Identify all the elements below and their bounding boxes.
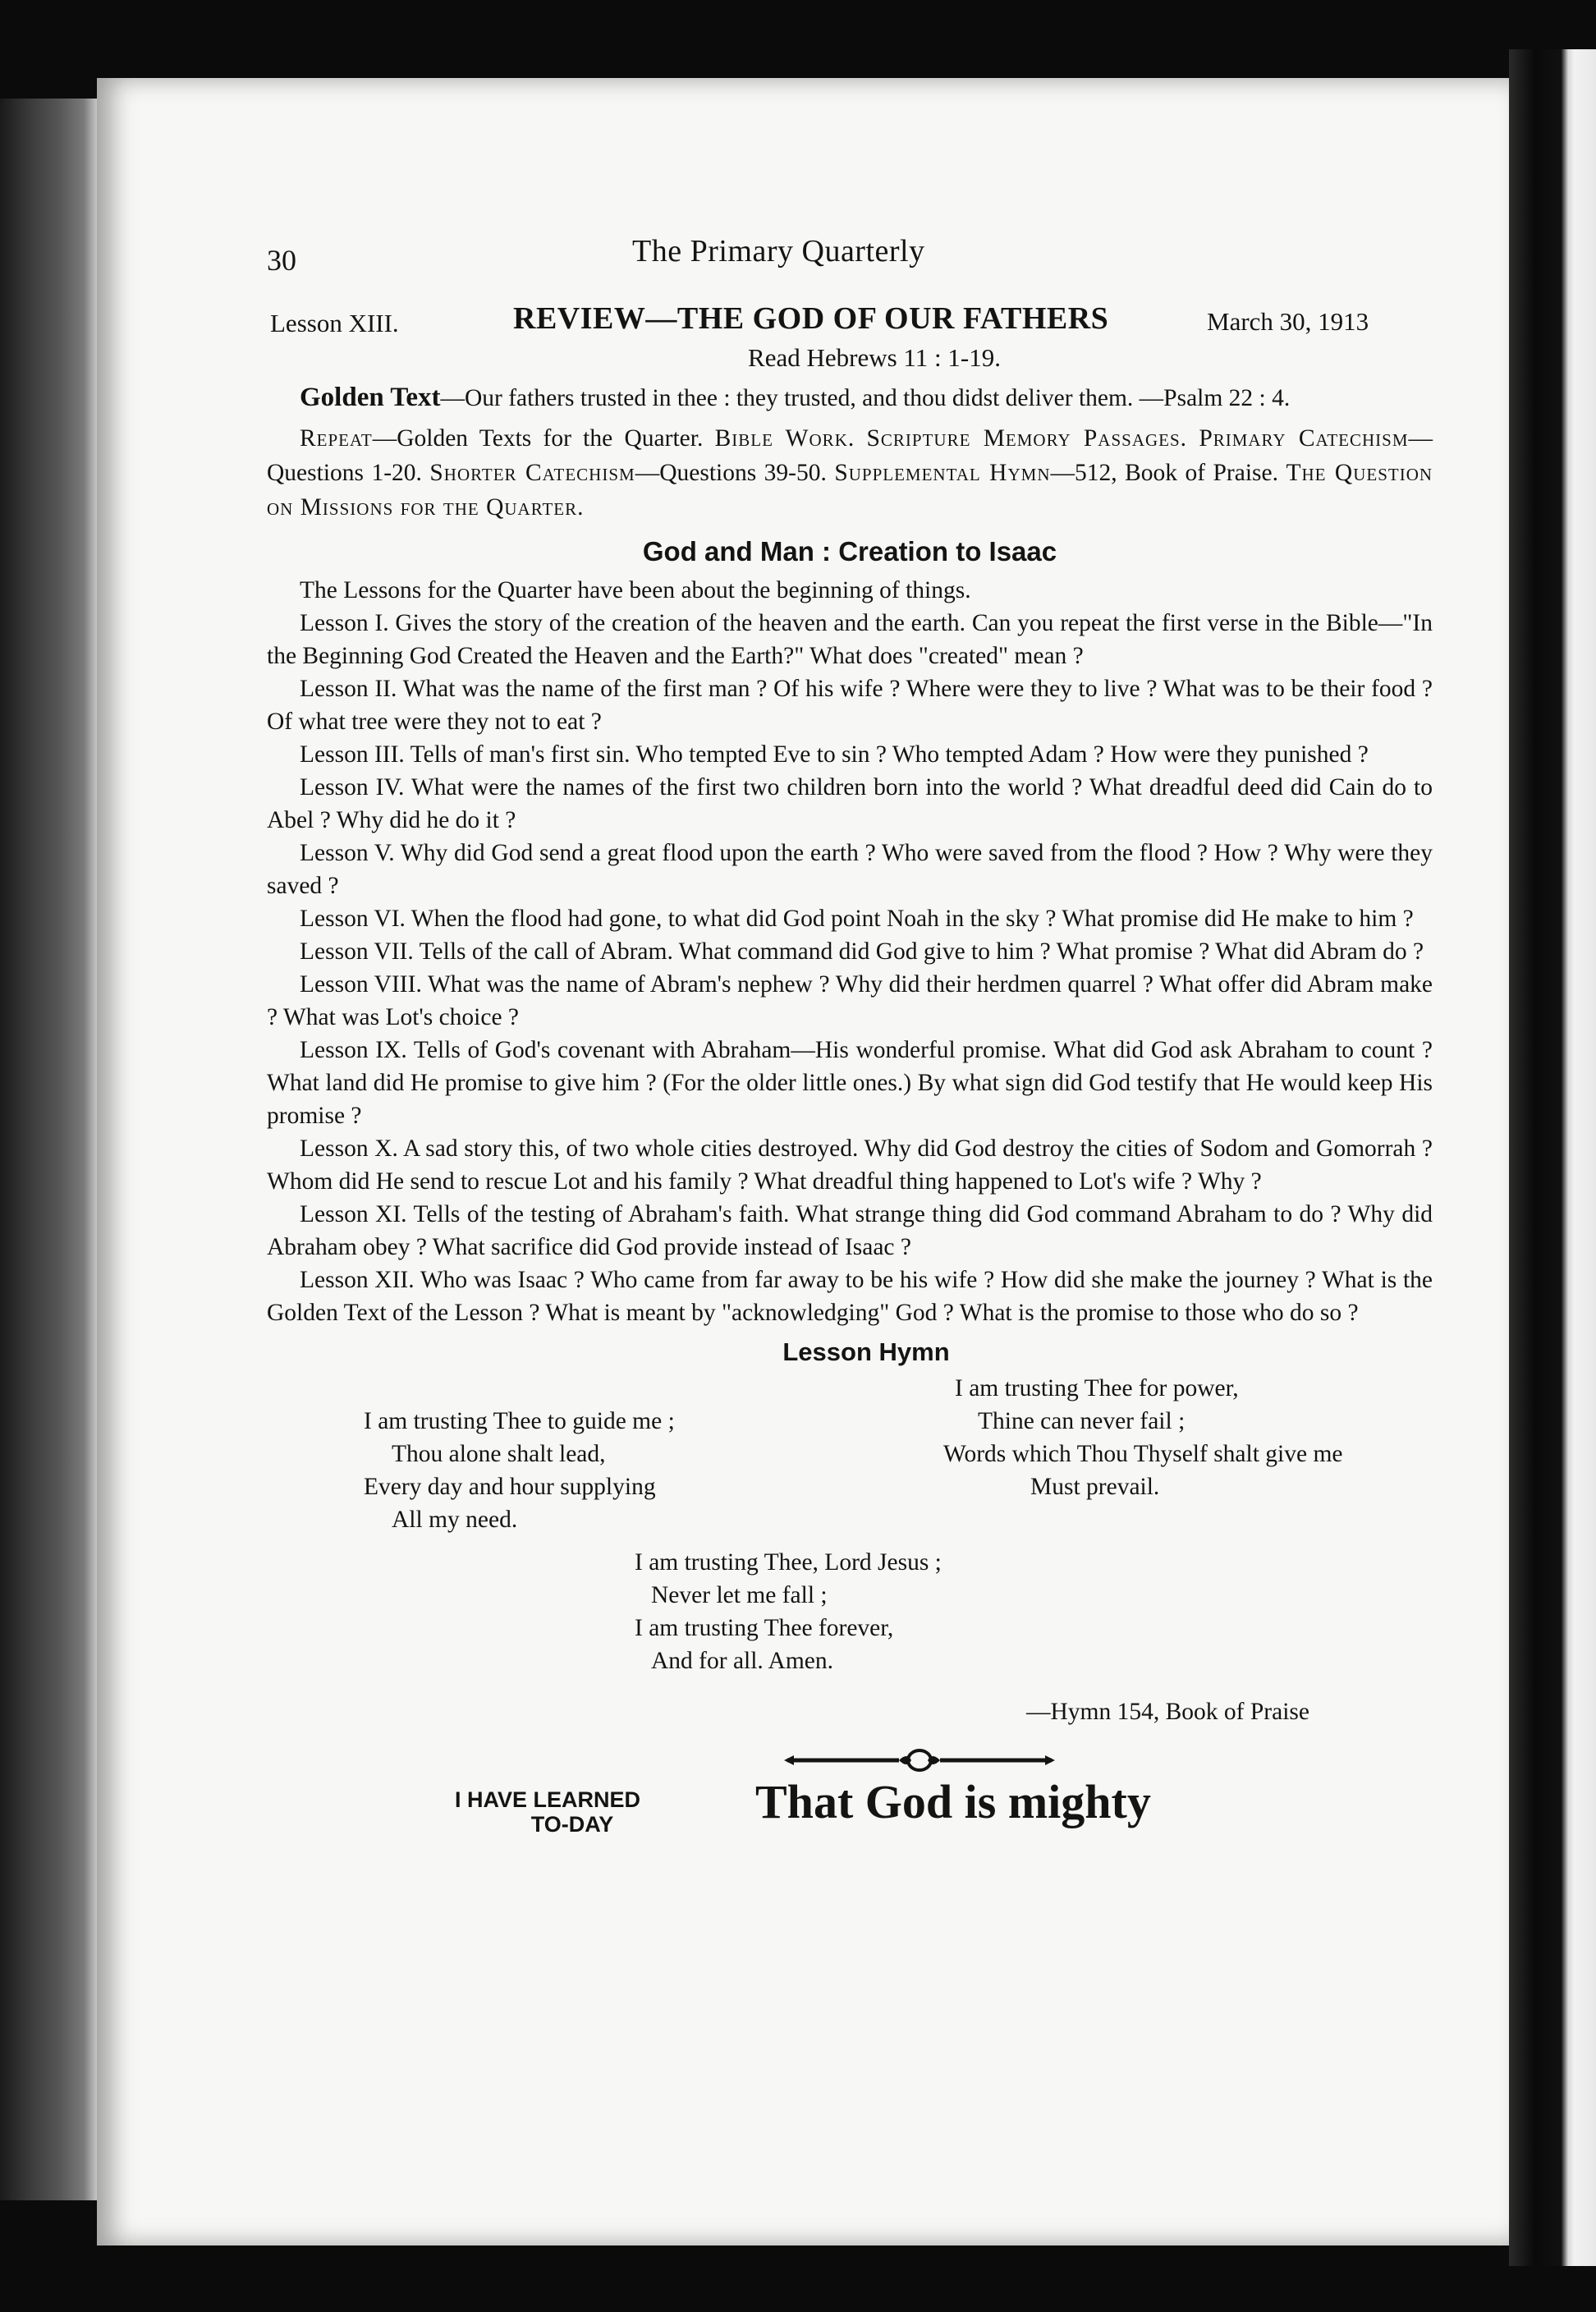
lesson-review-label: Lesson VIII. bbox=[300, 971, 422, 998]
lesson-review-label: Lesson III. bbox=[300, 741, 405, 768]
lesson-review-item bbox=[267, 607, 1433, 672]
section-intro: The Lessons for the Quarter have been about the beginning of things. bbox=[300, 577, 971, 603]
lesson-review-text: Tells of man's first sin. Who tempted Eve to sin ? Who tempted Adam ? How were they punished ? bbox=[410, 741, 1369, 768]
lesson-review-label: Lesson XII. bbox=[300, 1267, 415, 1293]
lesson-review-label: Lesson X. bbox=[300, 1135, 398, 1162]
hymn-line: Never let me fall ; bbox=[651, 1582, 828, 1608]
hymn-line: Thine can never fail ; bbox=[978, 1408, 1186, 1434]
publication-title: The Primary Quarterly bbox=[632, 234, 925, 268]
facing-page-edge bbox=[1509, 49, 1596, 2266]
hymn-line: Thou alone shalt lead, bbox=[392, 1441, 606, 1467]
lesson-review-item bbox=[267, 837, 1433, 902]
lesson-review-text: Tells of the testing of Abraham's faith. What strange thing did God command Abraham to do ? Why did Abraham obey ? What sacrifice did God provide instead of Isaac ? bbox=[267, 1201, 1433, 1260]
golden-text-body: —Our fathers trusted in thee : they trusted, and thou didst deliver them. —Psalm 22 : 4. bbox=[440, 385, 1291, 411]
lesson-review-label: Lesson VI. bbox=[300, 906, 406, 932]
lesson-review-item bbox=[267, 1132, 1433, 1198]
shorter-catechism-label: Shorter Catechism bbox=[429, 460, 635, 486]
lesson-number: Lesson XIII. bbox=[270, 309, 399, 337]
lesson-review-item bbox=[267, 1034, 1433, 1132]
hymn-line: I am trusting Thee to guide me ; bbox=[364, 1408, 675, 1434]
primary-catechism-text: —Questions 1-20. bbox=[267, 425, 1433, 486]
learned-today-text: That God is mighty bbox=[755, 1775, 1151, 1828]
section-heading: God and Man : Creation to Isaac bbox=[642, 536, 1057, 567]
lesson-review-item bbox=[267, 738, 1433, 771]
lesson-header bbox=[267, 300, 1433, 348]
hymn-line: I am trusting Thee for power, bbox=[955, 1375, 1239, 1401]
repeat-paragraph bbox=[267, 421, 1433, 525]
lesson-review-label: Lesson IX. bbox=[300, 1037, 407, 1063]
golden-text-label: Golden Text bbox=[300, 383, 441, 412]
ornamental-rule bbox=[267, 1748, 1433, 1773]
missions-question-label: The Question on Missions for the Quarter. bbox=[267, 460, 1433, 521]
lesson-review-item bbox=[267, 1198, 1433, 1264]
hymn-stanza-3 bbox=[635, 1546, 942, 1677]
lesson-review-item bbox=[267, 935, 1433, 968]
scripture-reading: Read Hebrews 11 : 1-19. bbox=[748, 343, 1001, 372]
hymn-line: Must prevail. bbox=[1030, 1474, 1160, 1500]
lesson-review-text: Why did God send a great flood upon the earth ? Who were saved from the flood ? How ? Why were they saved ? bbox=[267, 840, 1433, 899]
lesson-review-item bbox=[267, 902, 1433, 935]
hymn-line: I am trusting Thee forever, bbox=[635, 1615, 894, 1641]
lesson-review-label: Lesson IV. bbox=[300, 774, 405, 800]
hymn-line: And for all. Amen. bbox=[651, 1648, 834, 1674]
hymn-line: I am trusting Thee, Lord Jesus ; bbox=[635, 1549, 942, 1576]
primary-catechism-label: Primary Catechism bbox=[1199, 425, 1409, 452]
lesson-review-text: Tells of God's covenant with Abraham—His wonderful promise. What did God ask Abraham to count ? What land did He promise to give him ? (For the older little ones.) By what sign did God testify that He would keep His promise ? bbox=[267, 1037, 1433, 1129]
lesson-title: REVIEW—THE GOD OF OUR FATHERS bbox=[513, 301, 1109, 336]
lesson-review-text: What were the names of the first two children born into the world ? What dreadful deed did Cain do to Abel ? Why did he do it ? bbox=[267, 774, 1433, 833]
lesson-review-label: Lesson II. bbox=[300, 676, 397, 702]
hymn-line: All my need. bbox=[392, 1507, 518, 1533]
bible-work-label: Bible Work. bbox=[714, 425, 855, 452]
hymn-stanza-2 bbox=[943, 1372, 1343, 1503]
learned-label-line: TO-DAY bbox=[530, 1812, 614, 1837]
learned-label-line: I HAVE LEARNED bbox=[455, 1787, 641, 1812]
hymn-attribution: —Hymn 154, Book of Praise bbox=[1026, 1699, 1309, 1725]
repeat-label: Repeat bbox=[300, 425, 373, 452]
golden-text bbox=[267, 381, 1433, 415]
lesson-review-text: What was the name of Abram's nephew ? Why did their herdmen quarrel ? What offer did Abram make ? What was Lot's choice ? bbox=[267, 971, 1433, 1030]
lesson-review-item bbox=[267, 1264, 1433, 1329]
supplemental-hymn-text: —512, Book of Praise. bbox=[1050, 460, 1278, 486]
hymn-line: Words which Thou Thyself shalt give me bbox=[943, 1441, 1343, 1467]
learned-today-label bbox=[455, 1787, 640, 1837]
lesson-review-text: A sad story this, of two whole cities destroyed. Why did God destroy the cities of Sodom and Gomorrah ? Whom did He send to rescue Lot and his family ? What dreadful thing happened to Lot's wife ? Why ? bbox=[267, 1135, 1433, 1195]
lesson-review-item bbox=[267, 672, 1433, 738]
shorter-catechism-text: —Questions 39-50. bbox=[635, 460, 827, 486]
running-header bbox=[267, 222, 1433, 277]
lesson-date: March 30, 1913 bbox=[1207, 307, 1369, 336]
lesson-review-text: When the flood had gone, to what did God point Noah in the sky ? What promise did He make to him ? bbox=[410, 906, 1414, 932]
lesson-review-label: Lesson I. bbox=[300, 610, 389, 636]
lesson-review-text: Gives the story of the creation of the heaven and the earth. Can you repeat the first verse in the Bible—"In the Beginning God Created the Heaven and the Earth?" What does "created" mean ? bbox=[267, 610, 1433, 669]
lesson-review-label: Lesson V. bbox=[300, 840, 395, 866]
lesson-review-item bbox=[267, 968, 1433, 1034]
lesson-review-text: Tells of the call of Abram. What command did God give to him ? What promise ? What did Abram do ? bbox=[419, 938, 1424, 965]
book-spine-edge bbox=[0, 99, 99, 2200]
lesson-hymn bbox=[267, 1372, 1433, 1725]
lesson-review-label: Lesson VII. bbox=[300, 938, 414, 965]
supplemental-hymn-label: Supplemental Hymn bbox=[834, 460, 1051, 486]
page-content bbox=[267, 222, 1433, 1851]
lesson-review-text: What was the name of the first man ? Of his wife ? Where were they to live ? What was to be their food ? Of what tree were they not to eat ? bbox=[267, 676, 1433, 735]
hymn-line: Every day and hour supplying bbox=[364, 1474, 656, 1500]
repeat-text: —Golden Texts for the Quarter. bbox=[372, 425, 704, 452]
lesson-review-list bbox=[267, 607, 1433, 1329]
lesson-review-label: Lesson XI. bbox=[300, 1201, 407, 1227]
hymn-heading: Lesson Hymn bbox=[782, 1337, 950, 1366]
page-number: 30 bbox=[267, 244, 296, 277]
learned-today-banner bbox=[267, 1775, 1433, 1851]
hymn-stanza-1 bbox=[364, 1405, 675, 1536]
scripture-memory-label: Scripture Memory Passages. bbox=[866, 425, 1188, 452]
lesson-review-text: Who was Isaac ? Who came from far away to be his wife ? How did she make the journey ? What is the Golden Text of the Lesson ? What is meant by "acknowledging" God ? What is the promise to those who do so ? bbox=[267, 1267, 1433, 1326]
ornament-divider-icon bbox=[784, 1748, 1055, 1773]
lesson-review-item bbox=[267, 771, 1433, 837]
